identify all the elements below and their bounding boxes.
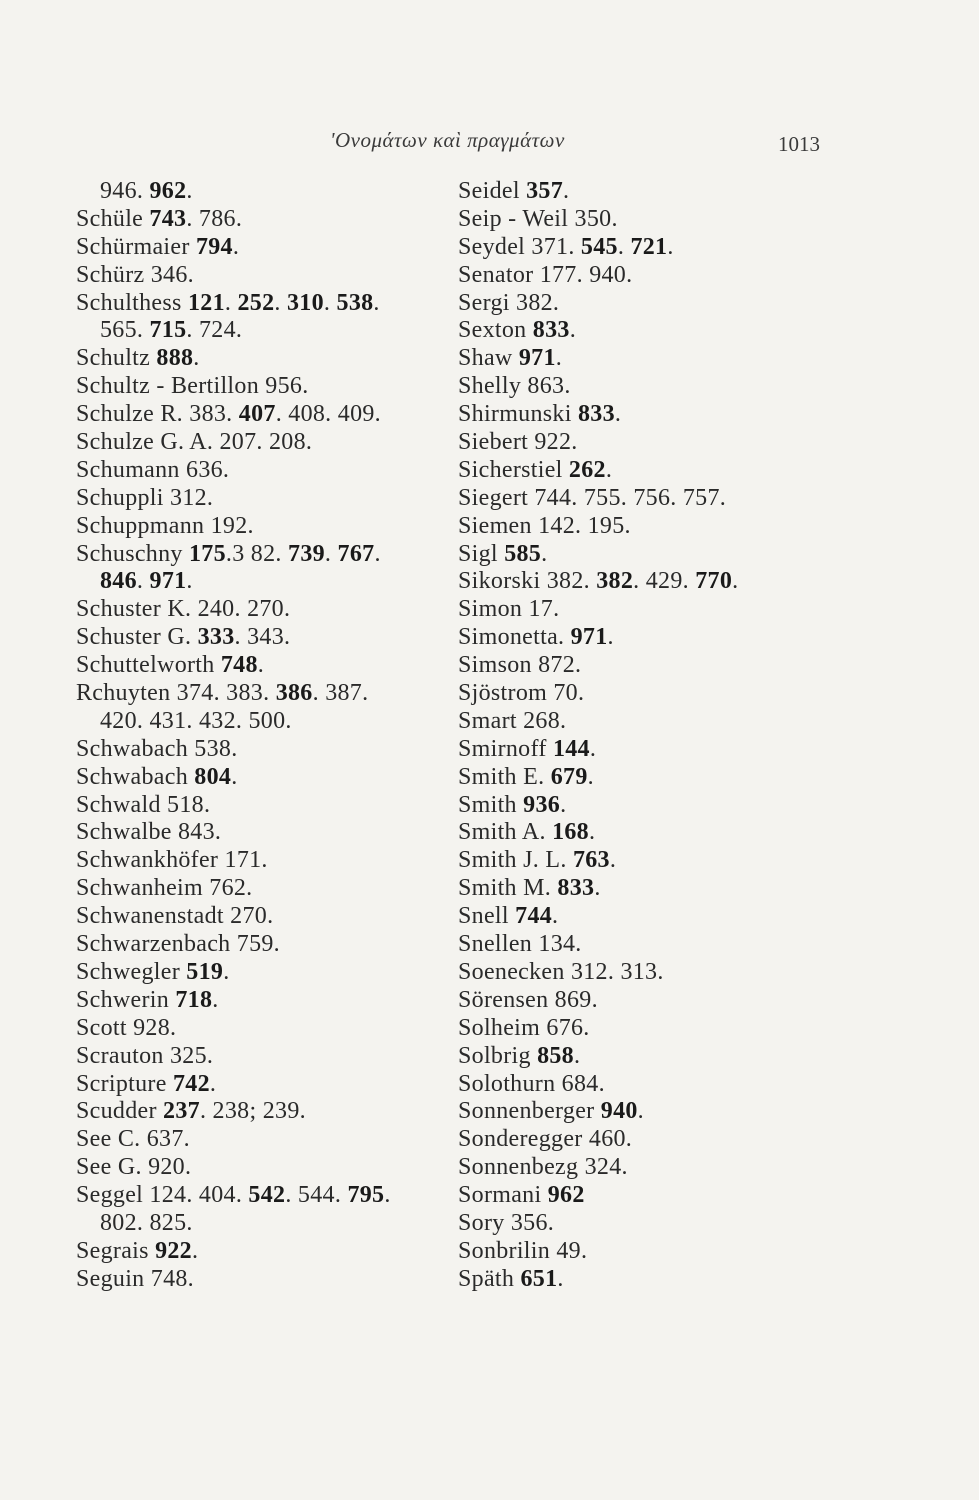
- entry-text: Rchuyten 374. 383.: [76, 680, 276, 707]
- entry-text: .: [186, 568, 193, 595]
- entry-text: Schuster G.: [76, 624, 198, 651]
- entry-text: .: [224, 289, 238, 316]
- index-entry: [76, 1210, 456, 1238]
- entry-text: Scrauton 325.: [76, 1042, 214, 1069]
- index-entry: [76, 1015, 456, 1043]
- page-reference-bold: 262: [568, 456, 606, 483]
- entry-text: Schuster K. 240. 270.: [76, 596, 291, 623]
- entry-text: .: [609, 847, 617, 874]
- index-entry: [76, 317, 456, 345]
- page-reference-bold: 971: [149, 568, 187, 595]
- page-reference-bold: 357: [526, 178, 563, 204]
- entry-text: .: [191, 1237, 199, 1264]
- entry-text: Schuppmann 192.: [76, 512, 254, 539]
- index-entry: [76, 652, 456, 680]
- entry-text: Simson 872.: [458, 652, 582, 679]
- index-entry: [76, 1098, 456, 1126]
- entry-text: See G. 920.: [76, 1154, 192, 1181]
- entry-text: .: [232, 233, 240, 260]
- index-entry: [458, 513, 838, 541]
- index-entry: [458, 401, 838, 429]
- index-entry: [458, 206, 838, 234]
- entry-text: . 724.: [186, 317, 243, 344]
- page-reference-bold: 252: [237, 289, 275, 316]
- entry-text: .: [594, 875, 601, 902]
- index-entry: [458, 792, 838, 820]
- index-entry: [458, 736, 838, 764]
- entry-text: .: [231, 763, 238, 790]
- entry-text: .: [573, 1042, 581, 1069]
- entry-text: Seip - Weil 350.: [458, 205, 618, 232]
- entry-text: Schuttelworth: [76, 652, 221, 679]
- index-entry: [76, 624, 456, 652]
- page-reference-bold: 386: [275, 680, 313, 707]
- entry-text: Sexton: [458, 317, 533, 344]
- entry-text: Schultz: [76, 345, 157, 372]
- entry-text: . 544.: [285, 1182, 348, 1209]
- entry-text: Seidel: [458, 178, 527, 204]
- index-entry: [76, 1043, 456, 1071]
- index-entry: [76, 206, 456, 234]
- entry-text: . 408. 409.: [275, 401, 381, 428]
- entry-text: Sonnenberger: [458, 1098, 601, 1125]
- index-entry: [458, 1098, 838, 1126]
- index-entry: [458, 1015, 838, 1043]
- entry-text: Sicherstiel: [458, 456, 569, 483]
- entry-text: .: [563, 178, 570, 204]
- entry-text: Schwerin: [76, 986, 176, 1013]
- entry-text: Smith: [458, 791, 524, 818]
- entry-text: .: [223, 958, 230, 985]
- index-entry: [76, 903, 456, 931]
- entry-text: Schwabach: [76, 763, 195, 790]
- index-entry: [76, 568, 456, 596]
- entry-text: Schwald 518.: [76, 791, 211, 818]
- entry-text: 420. 431. 432. 500.: [100, 707, 292, 734]
- entry-text: .: [323, 289, 337, 316]
- entry-text: .: [637, 1098, 644, 1125]
- page-reference-bold: 962: [547, 1182, 585, 1209]
- entry-text: .: [560, 791, 567, 818]
- index-entry: [76, 819, 456, 847]
- index-entry: [458, 1238, 838, 1266]
- entry-text: .: [557, 1265, 564, 1292]
- index-entry: [76, 1154, 456, 1182]
- index-entry: [458, 178, 838, 206]
- page-reference-bold: 742: [172, 1070, 210, 1097]
- entry-text: .: [541, 540, 548, 567]
- entry-text: .: [605, 456, 613, 483]
- entry-text: 946.: [100, 178, 150, 204]
- page-reference-bold: 767: [337, 540, 375, 567]
- entry-text: Shaw: [458, 345, 519, 372]
- entry-text: Schulthess: [76, 289, 188, 316]
- page-reference-bold: 651: [520, 1265, 558, 1292]
- page-reference-bold: 237: [163, 1098, 200, 1125]
- index-entry: [458, 819, 838, 847]
- page-reference-bold: 763: [572, 847, 610, 874]
- index-entry: [76, 875, 456, 903]
- page-reference-bold: 940: [600, 1098, 638, 1125]
- entry-text: Solbrig: [458, 1042, 538, 1069]
- page-reference-bold: 718: [175, 986, 213, 1013]
- entry-text: .: [193, 345, 200, 372]
- entry-text: Solothurn 684.: [458, 1070, 605, 1097]
- entry-text: Schultz - Bertillon 956.: [76, 373, 309, 400]
- page-reference-bold: 888: [156, 345, 194, 372]
- index-entry: [458, 847, 838, 875]
- entry-text: Späth: [458, 1265, 521, 1292]
- entry-text: .: [617, 233, 631, 260]
- entry-text: Seggel 124. 404.: [76, 1182, 249, 1209]
- page-reference-bold: 168: [552, 819, 589, 846]
- index-entry: [458, 652, 838, 680]
- entry-text: . 429.: [633, 568, 696, 595]
- index-entry: [458, 1043, 838, 1071]
- entry-text: .: [136, 568, 150, 595]
- entry-text: 802. 825.: [100, 1209, 193, 1236]
- index-entry: [458, 290, 838, 318]
- entry-text: Schwegler: [76, 958, 187, 985]
- page-reference-bold: 936: [523, 791, 561, 818]
- entry-text: 565.: [100, 317, 150, 344]
- page-reference-bold: 715: [149, 317, 187, 344]
- index-entry: [458, 1266, 838, 1294]
- entry-text: Schuschny: [76, 540, 189, 567]
- index-entry: [76, 429, 456, 457]
- entry-text: Senator 177. 940.: [458, 261, 633, 288]
- entry-text: Scudder: [76, 1098, 164, 1125]
- index-entry: [76, 1126, 456, 1154]
- page-reference-bold: 144: [552, 735, 590, 762]
- page-reference-bold: 739: [288, 540, 325, 567]
- entry-text: Shelly 863.: [458, 373, 571, 400]
- entry-text: Schürmaier: [76, 233, 196, 260]
- index-entry: [76, 373, 456, 401]
- entry-text: Solheim 676.: [458, 1014, 590, 1041]
- entry-text: Sonnenbezg 324.: [458, 1154, 628, 1181]
- entry-text: See C. 637.: [76, 1126, 190, 1153]
- entry-text: Seguin 748.: [76, 1265, 194, 1292]
- page-reference-bold: 833: [577, 401, 615, 428]
- page-reference-bold: 804: [194, 763, 232, 790]
- index-entry: [76, 680, 456, 708]
- entry-text: Schwarzenbach 759.: [76, 931, 280, 958]
- entry-text: Siemen 142. 195.: [458, 512, 631, 539]
- index-entry: [458, 541, 838, 569]
- page-reference-bold: 519: [186, 958, 224, 985]
- entry-text: Shirmunski: [458, 401, 578, 428]
- entry-text: .: [589, 735, 597, 762]
- entry-text: Smith M.: [458, 875, 558, 902]
- page-reference-bold: 770: [695, 568, 733, 595]
- entry-text: Scott 928.: [76, 1014, 177, 1041]
- index-entry: [458, 429, 838, 457]
- index-entry: [458, 234, 838, 262]
- page-reference-bold: 833: [557, 875, 595, 902]
- index-entry: [458, 568, 838, 596]
- entry-text: Snellen 134.: [458, 931, 582, 958]
- entry-text: Schulze R. 383.: [76, 401, 239, 428]
- index-column-right: [458, 178, 838, 1294]
- page-reference-bold: 542: [248, 1182, 286, 1209]
- page-reference-bold: 333: [197, 624, 235, 651]
- index-entry: [76, 345, 456, 373]
- entry-text: .: [732, 568, 739, 595]
- entry-text: .: [384, 1182, 391, 1209]
- page-reference-bold: 971: [570, 624, 608, 651]
- page-reference-bold: 743: [149, 205, 187, 232]
- index-entry: [76, 847, 456, 875]
- page-reference-bold: 858: [537, 1042, 574, 1069]
- entry-text: Sonderegger 460.: [458, 1126, 633, 1153]
- entry-text: Sormani: [458, 1182, 548, 1209]
- page-reference-bold: 794: [195, 233, 233, 260]
- index-entry: [76, 457, 456, 485]
- entry-text: Sikorski 382.: [458, 568, 597, 595]
- entry-text: Segrais: [76, 1237, 156, 1264]
- entry-text: Smart 268.: [458, 707, 567, 734]
- entry-text: Schuppli 312.: [76, 484, 214, 511]
- page-reference-bold: 175: [189, 540, 226, 567]
- index-entry: [458, 903, 838, 931]
- page-reference-bold: 382: [596, 568, 634, 595]
- entry-text: Smirnoff: [458, 735, 553, 762]
- index-entry: [458, 317, 838, 345]
- entry-text: Smith E.: [458, 763, 551, 790]
- page-reference-bold: 744: [515, 903, 553, 930]
- entry-text: .: [324, 540, 338, 567]
- page-reference-bold: 833: [532, 317, 570, 344]
- index-entry: [458, 1210, 838, 1238]
- entry-text: Siebert 922.: [458, 429, 578, 456]
- entry-text: Schürz 346.: [76, 261, 194, 288]
- entry-text: .: [212, 986, 219, 1013]
- entry-text: .: [374, 540, 381, 567]
- entry-text: Sörensen 869.: [458, 986, 598, 1013]
- entry-text: Scripture: [76, 1070, 173, 1097]
- entry-text: .: [588, 819, 596, 846]
- entry-text: .: [667, 233, 674, 260]
- entry-text: . 343.: [234, 624, 291, 651]
- index-entry: [76, 1238, 456, 1266]
- entry-text: .: [555, 345, 563, 372]
- index-entry: [76, 1266, 456, 1294]
- entry-text: Smith J. L.: [458, 847, 573, 874]
- index-entry: [76, 262, 456, 290]
- index-entry: [76, 541, 456, 569]
- entry-text: Seydel 371.: [458, 233, 581, 260]
- index-entry: [76, 290, 456, 318]
- index-entry: [458, 596, 838, 624]
- page-reference-bold: 310: [287, 289, 324, 316]
- index-entry: [458, 457, 838, 485]
- index-entry: [76, 596, 456, 624]
- entry-text: Sergi 382.: [458, 289, 560, 316]
- entry-text: Schwankhöfer 171.: [76, 847, 268, 874]
- page-reference-bold: 748: [220, 652, 258, 679]
- page-reference-bold: 846: [100, 568, 137, 595]
- entry-text: Simon 17.: [458, 596, 560, 623]
- index-entry: [458, 485, 838, 513]
- entry-text: Sigl: [458, 540, 505, 567]
- index-entry: [458, 262, 838, 290]
- entry-text: .: [257, 652, 265, 679]
- index-entry: [76, 764, 456, 792]
- index-entry: [76, 792, 456, 820]
- entry-text: Schwanenstadt 270.: [76, 903, 274, 930]
- index-entry: [458, 1182, 838, 1210]
- index-entry: [76, 708, 456, 736]
- entry-text: Schwalbe 843.: [76, 819, 222, 846]
- entry-text: Snell: [458, 903, 516, 930]
- index-entry: [458, 680, 838, 708]
- index-entry: [76, 931, 456, 959]
- index-entry: [458, 987, 838, 1015]
- index-entry: [76, 178, 456, 206]
- entry-text: Sory 356.: [458, 1209, 555, 1236]
- entry-text: Sonbrilin 49.: [458, 1237, 588, 1264]
- index-entry: [458, 373, 838, 401]
- index-entry: [458, 1126, 838, 1154]
- index-entry: [458, 764, 838, 792]
- entry-text: .: [373, 289, 380, 316]
- entry-text: Soenecken 312. 313.: [458, 958, 664, 985]
- page-reference-bold: 545: [580, 233, 618, 260]
- entry-text: Schumann 636.: [76, 456, 230, 483]
- index-entry: [458, 345, 838, 373]
- entry-text: .: [552, 903, 559, 930]
- entry-text: Siegert 744. 755. 756. 757.: [458, 484, 727, 511]
- index-entry: [76, 1071, 456, 1099]
- entry-text: Schulze G. A. 207. 208.: [76, 429, 313, 456]
- index-entry: [76, 513, 456, 541]
- page-reference-bold: 795: [347, 1182, 385, 1209]
- index-column-left: [76, 178, 456, 1294]
- page-number: 1013: [778, 132, 820, 156]
- entry-text: . 387.: [312, 680, 369, 707]
- index-entry: [76, 234, 456, 262]
- entry-text: Schüle: [76, 205, 150, 232]
- page-reference-bold: 721: [630, 233, 668, 260]
- index-entry: [76, 736, 456, 764]
- entry-text: .: [186, 178, 193, 204]
- page-reference-bold: 971: [518, 345, 556, 372]
- index-entry: [76, 485, 456, 513]
- entry-text: .3 82.: [225, 540, 289, 567]
- page-reference-bold: 922: [155, 1237, 192, 1264]
- index-entry: [458, 931, 838, 959]
- entry-text: Smith A.: [458, 819, 553, 846]
- entry-text: .: [569, 317, 576, 344]
- entry-text: . 786.: [186, 205, 243, 232]
- index-entry: [76, 987, 456, 1015]
- page-reference-bold: 538: [336, 289, 374, 316]
- index-entry: [458, 624, 838, 652]
- index-entry: [76, 1182, 456, 1210]
- entry-text: .: [587, 763, 594, 790]
- entry-text: Simonetta.: [458, 624, 571, 651]
- index-entry: [76, 401, 456, 429]
- index-entry: [458, 875, 838, 903]
- page-reference-bold: 962: [149, 178, 187, 204]
- entry-text: .: [274, 289, 287, 316]
- entry-text: .: [614, 401, 622, 428]
- index-entry: [458, 1071, 838, 1099]
- entry-text: Sjöstrom 70.: [458, 680, 585, 707]
- page-reference-bold: 679: [550, 763, 588, 790]
- index-entry: [458, 959, 838, 987]
- entry-text: Schwanheim 762.: [76, 875, 253, 902]
- running-header-title: 'Ονομάτων καὶ πραγμάτων: [330, 128, 565, 152]
- entry-text: Schwabach 538.: [76, 735, 238, 762]
- entry-text: .: [607, 624, 614, 651]
- page-reference-bold: 407: [238, 401, 276, 428]
- index-entry: [458, 708, 838, 736]
- entry-text: .: [209, 1070, 217, 1097]
- page-reference-bold: 585: [504, 540, 542, 567]
- index-entry: [458, 1154, 838, 1182]
- page-reference-bold: 121: [187, 289, 225, 316]
- entry-text: . 238; 239.: [199, 1098, 306, 1125]
- index-entry: [76, 959, 456, 987]
